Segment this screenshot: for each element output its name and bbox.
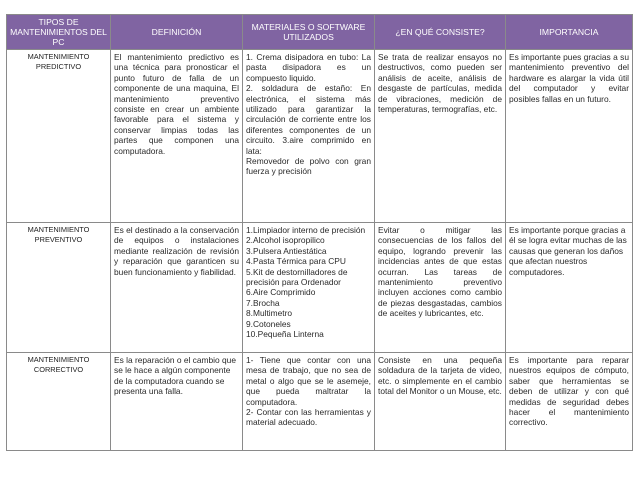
- header-importancia: IMPORTANCIA: [506, 15, 633, 50]
- importancia-cell: Es importante para reparar nuestros equipos de cómputo, saber que herramientas se deben de utilizar y con qué medidas de seguridad debes hacer el mantenimiento correctivo.: [506, 353, 633, 451]
- definicion-cell: Es el destinado a la conservación de equipos o instalaciones mediante realización de revisión y reparación que garanticen su buen funcionamiento y fiabilidad.: [111, 223, 243, 353]
- table-row: [7, 223, 633, 353]
- header-consiste: ¿EN QUÉ CONSISTE?: [375, 15, 506, 50]
- importancia-cell: Es importante porque gracias a él se logra evitar muchas de las causas que generan los daños que afectan nuestros computadores.: [506, 223, 633, 353]
- header-materiales: MATERIALES O SOFTWARE UTILIZADOS: [243, 15, 375, 50]
- table-row: [7, 353, 633, 451]
- materiales-line: 2. soldadura de estaño: En electrónica, el sistema más utilizado para garantizar la circulación de corriente entre los diferentes componentes de un circuito. 3.aire comprimido en lata:: [246, 83, 371, 156]
- materiales-line: 5.Kit de destornilladores de precisión para Ordenador: [246, 266, 348, 288]
- row-type-label: MANTENIMIENTO CORRECTIVO: [7, 353, 111, 451]
- row-type-label: MANTENIMIENTO PREDICTIVO: [7, 50, 111, 223]
- definicion-cell: Es la reparación o el cambio que se le hace a algún componente de la computadora cuando se presenta una falla.: [111, 353, 243, 451]
- materiales-cell: [243, 50, 375, 223]
- row-type-label: MANTENIMIENTO PREVENTIVO: [7, 223, 111, 353]
- materiales-line: Removedor de polvo con gran fuerza y precisión: [246, 156, 371, 177]
- header-row: [7, 15, 633, 50]
- materiales-line: 3.Pulsera Antiestática: [246, 245, 327, 256]
- materiales-line: 4.Pasta Térmica para CPU: [246, 256, 346, 267]
- consiste-cell: Consiste en una pequeña soldadura de la tarjeta de video, etc. o simplemente en el cambio total del Monitor o un Mouse, etc.: [375, 353, 506, 451]
- header-tipos: TIPOS DE MANTENIMIENTOS DEL PC: [7, 15, 111, 50]
- materiales-line: 9.Cotoneles: [246, 318, 291, 329]
- materiales-line: 7.Brocha: [246, 297, 280, 308]
- consiste-cell: Se trata de realizar ensayos no destructivos, como pueden ser análisis de aceite, análisis de desgaste de partículas, medida de vibraciones, medición de temperaturas, termografías, etc.: [375, 50, 506, 223]
- materiales-line: 1. Crema disipadora en tubo: La pasta disipadora es un compuesto liquido.: [246, 52, 371, 83]
- importancia-cell: Es importante pues gracias a su mantenimiento preventivo del hardware es alargar la vida útil del computador y evitar posibles fallas en un futuro.: [506, 50, 633, 223]
- consiste-cell: Evitar o mitigar las consecuencias de los fallos del equipo, logrando prevenir las incidencias antes de que estas ocurran. Las tareas de mantenimiento preventivo incluyen acciones como cambio de piezas desgastadas, cambios de aceites y lubricantes, etc.: [375, 223, 506, 353]
- materiales-line: 8.Multimetro: [246, 308, 293, 319]
- materiales-line: 6.Aire Comprimido: [246, 287, 316, 298]
- definicion-cell: El mantenimiento predictivo es una técnica para pronosticar el punto futuro de falla de un componente de una maquina, El mantenimiento preventivo consiste en crear un ambiente favorable para el sistema y conservar limpias todas las partes que componen una computadora.: [111, 50, 243, 223]
- materiales-line: 2- Contar con las herramientas y material adecuado.: [246, 407, 371, 428]
- header-definicion: DEFINICIÓN: [111, 15, 243, 50]
- materiales-line: 2.Alcohol isopropilico: [246, 235, 325, 246]
- table-row: [7, 50, 633, 223]
- materiales-line: 1.Limpiador interno de precisión: [246, 225, 366, 235]
- materiales-line: 10.Pequeña Linterna: [246, 329, 324, 340]
- materiales-cell: [243, 353, 375, 451]
- materiales-cell: [243, 223, 375, 353]
- materiales-line: 1- Tiene que contar con una mesa de trabajo, que no sea de metal o algo que se le asemeje, que pueda maltratar la computadora.: [246, 355, 371, 407]
- maintenance-table: [6, 14, 633, 451]
